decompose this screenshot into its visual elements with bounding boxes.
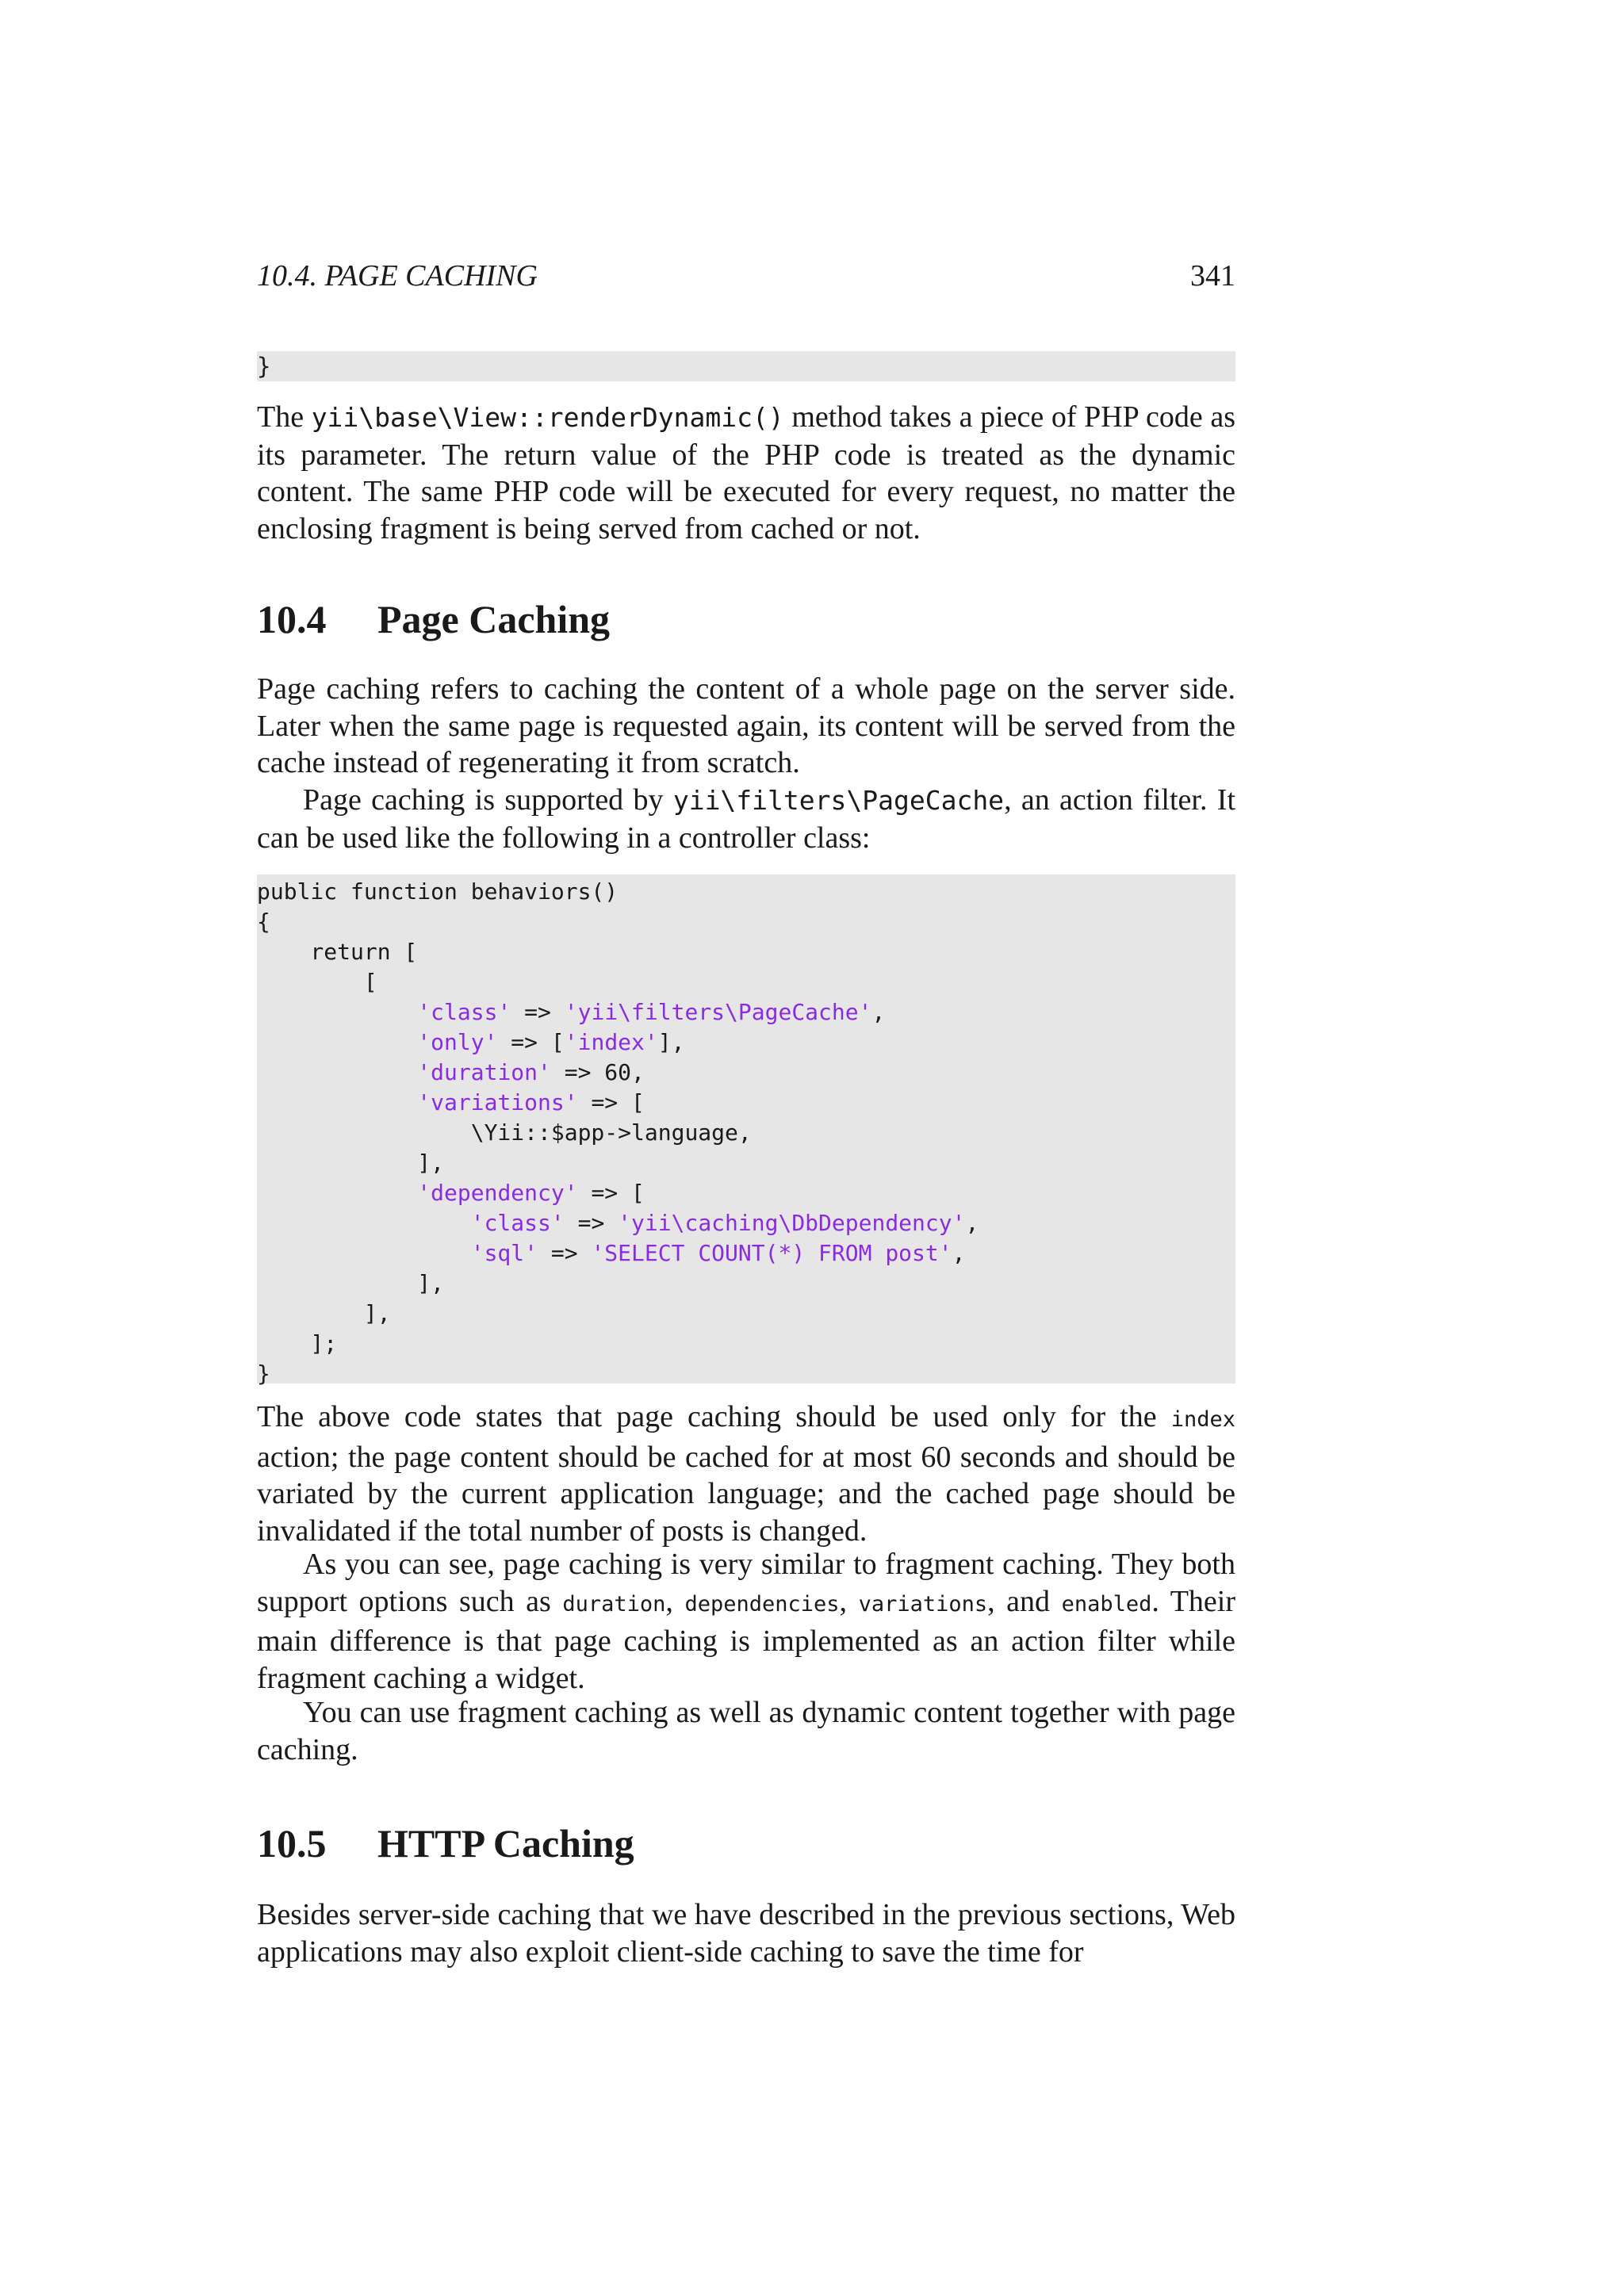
- paragraph-code-explanation: The above code states that page caching should be used only for the index action; the page content should be cached for at most 60 seconds and should be variated by the current application language; and the cached page should be invalidated if the total number of posts is changed.: [257, 1400, 1235, 1548]
- inline-code-page-cache: yii\filters\PageCache: [672, 785, 1005, 816]
- inline-code-render-dynamic: yii\base\View::renderDynamic(): [311, 402, 784, 433]
- paragraph-combination: You can use fragment caching as well as dynamic content together with page caching.: [257, 1696, 1235, 1766]
- section-number: 10.4: [257, 597, 327, 641]
- code-line: 'only' => ['index'],: [417, 1029, 685, 1055]
- inline-code-dependencies: dependencies: [684, 1591, 840, 1617]
- inline-code-index: index: [1170, 1407, 1235, 1432]
- code-line: 'class' => 'yii\caching\DbDependency',: [470, 1210, 979, 1236]
- code-line: {: [257, 909, 270, 935]
- code-line: [: [257, 969, 377, 995]
- paragraph-comparison: As you can see, page caching is very similar to fragment caching. They both support options such as duration, dependencies, variations, and enabled. Their main difference is that page caching is implemented as an action filter while fragment caching a widget.: [257, 1548, 1236, 1695]
- running-header-title: 10.4. PAGE CACHING: [257, 259, 538, 293]
- paragraph-render-dynamic: The yii\base\View::renderDynamic() method takes a piece of PHP code as its parameter. The return value of the PHP code is treated as the dynamic content. The same PHP code will be executed for every request, no matter the enclosing fragment is being served from cached or not.: [257, 400, 1235, 545]
- inline-code-variations: variations: [858, 1591, 988, 1617]
- code-line: }: [257, 1360, 270, 1387]
- code-line: return [: [257, 939, 418, 965]
- code-line: public function behaviors(): [257, 878, 619, 905]
- inline-code-enabled: enabled: [1061, 1591, 1152, 1617]
- paragraph-http-caching-intro: Besides server-side caching that we have described in the previous sections, Web applications may also exploit client-side caching to save the time for: [257, 1898, 1235, 1969]
- paragraph-page-caching-intro: Page caching refers to caching the content of a whole page on the server side. Later when the same page is requested again, its content will be served from the cache instead of regenerating it from scratch.: [257, 672, 1235, 779]
- code-line: ],: [257, 1270, 445, 1296]
- section-number: 10.5: [257, 1821, 327, 1866]
- section-heading-10-4: [257, 596, 610, 642]
- code-line: ];: [257, 1330, 338, 1357]
- code-line: 'dependency' => [: [417, 1180, 645, 1206]
- code-line: 'class' => 'yii\filters\PageCache',: [417, 999, 886, 1025]
- code-line: 'duration' => 60,: [417, 1059, 645, 1085]
- code-continuation: [257, 351, 1235, 381]
- page-number: 341: [1190, 259, 1235, 293]
- code-line: ],: [257, 1150, 445, 1176]
- section-heading-10-5: [257, 1820, 634, 1866]
- code-closing-brace: }: [257, 353, 271, 380]
- inline-code-duration: duration: [562, 1591, 666, 1617]
- section-title: Page Caching: [377, 597, 611, 641]
- code-line: ],: [257, 1300, 391, 1326]
- running-header: [257, 258, 1235, 297]
- code-line: 'sql' => 'SELECT COUNT(*) FROM post',: [470, 1240, 966, 1266]
- code-line: 'variations' => [: [417, 1089, 645, 1115]
- code-block-behaviors: [257, 874, 1235, 1387]
- paragraph-page-cache-filter: Page caching is supported by yii\filters\PageCache, an action filter. It can be used like the following in a controller class:: [257, 783, 1236, 855]
- code-line: \Yii::$app->language,: [257, 1119, 752, 1146]
- section-title: HTTP Caching: [377, 1821, 634, 1866]
